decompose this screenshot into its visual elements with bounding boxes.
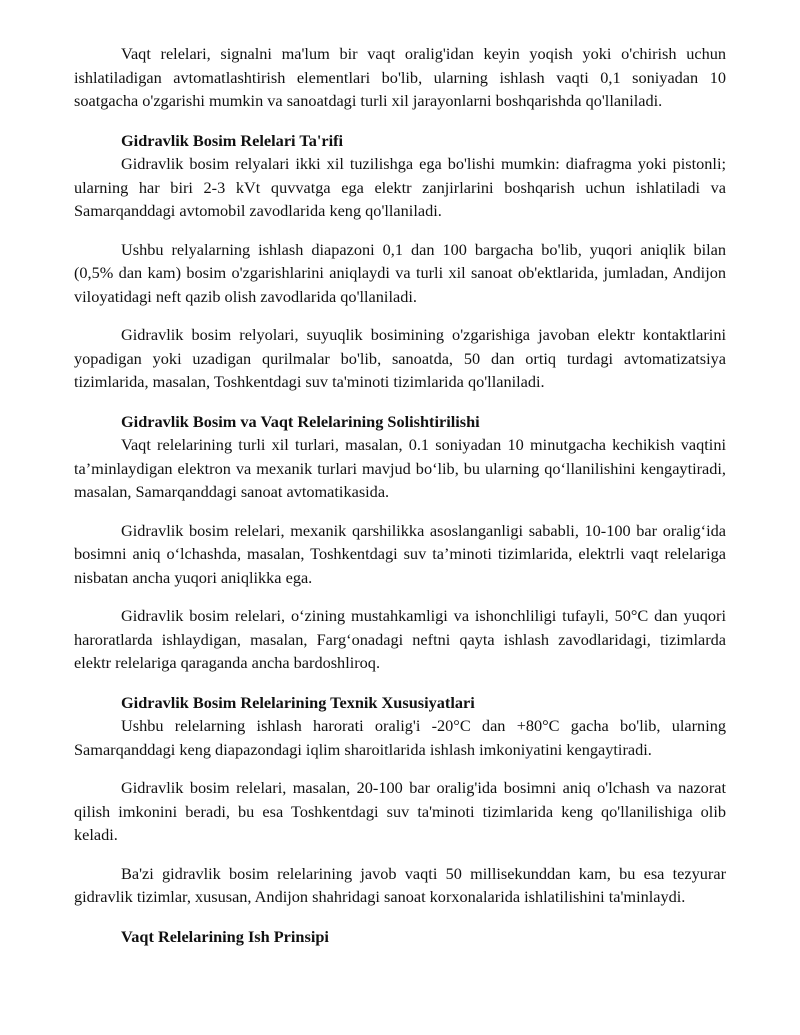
section-heading: Vaqt Relelarining Ish Prinsipi	[121, 926, 329, 946]
intro-paragraph: Vaqt relelari, signalni ma'lum bir vaqt oralig'idan keyin yoqish yoki o'chirish uchun ishlatiladigan avtomatlashtirish elementlari bo'lib, ularning ishlash vaqti 0,1 soniyadan 10 soatgacha o'zgarishi mumkin va sanoatdagi turli xil jarayonlarni boshqarishda qo'llaniladi.	[74, 44, 726, 110]
section-definition	[74, 129, 726, 394]
paragraph: Ba'zi gidravlik bosim relelarining javob vaqti 50 millisekunddan kam, bu esa tezyurar gidravlik tizimlar, xususan, Andijon shahridagi sanoat korxonalarida ishlatilishini ta'minlaydi.	[74, 863, 726, 906]
section-comparison	[74, 410, 726, 675]
paragraph: Gidravlik bosim relyolari, suyuqlik bosimining o'zgarishiga javoban elektr kontaktlarini yopadigan yoki uzadigan qurilmalar bo'lib, sanoatda, 50 dan ortiq turdagi avtomatizatsiya tizimlarida, masalan, Toshkentdagi suv ta'minoti tizimlarida qo'llaniladi.	[74, 325, 726, 391]
document-page	[74, 42, 726, 948]
paragraph: Gidravlik bosim relyalari ikki xil tuzilishga ega bo'lishi mumkin: diafragma yoki pistonli; ularning har biri 2-3 kVt quvvatga ega elektr zanjirlarini boshqarish uchun ishlatiladi va Samarqanddagi avtomobil zavodlarida keng qo'llaniladi.	[74, 154, 726, 220]
paragraph: Gidravlik bosim relelari, masalan, 20-100 bar oralig'ida bosimni aniq o'lchash va nazorat qilish imkonini beradi, bu esa Toshkentdagi suv ta'minoti tizimlarida keng qo'llanilishiga olib keladi.	[74, 778, 726, 844]
paragraph: Vaqt relelarining turli xil turlari, masalan, 0.1 soniyadan 10 minutgacha kechikish vaqtini ta’minlaydigan elektron va mexanik turlari mavjud bo‘lib, bu ularning qo‘llanilishini kengaytiradi, masalan, Samarqanddagi sanoat avtomatikasida.	[74, 435, 726, 501]
section-heading: Gidravlik Bosim va Vaqt Relelarining Solishtirilishi	[121, 411, 480, 431]
paragraph: Gidravlik bosim relelari, o‘zining mustahkamligi va ishonchliligi tufayli, 50°C dan yuqori haroratlarda ishlaydigan, masalan, Farg‘onadagi neftni qayta ishlash zavodlaridagi, tizimlarda elektr relelariga qaraganda ancha bardoshliroq.	[74, 606, 726, 672]
section-technical-specs	[74, 691, 726, 909]
section-heading: Gidravlik Bosim Relelari Ta'rifi	[121, 130, 344, 150]
section-heading: Gidravlik Bosim Relelarining Texnik Xususiyatlari	[121, 692, 475, 712]
paragraph: Ushbu relyalarning ishlash diapazoni 0,1 dan 100 bargacha bo'lib, yuqori aniqlik bilan (0,5% dan kam) bosim o'zgarishlarini aniqlaydi va turli xil sanoat ob'ektlarida, jumladan, Andijon viloyatidagi neft qazib olish zavodlarida qo'llaniladi.	[74, 239, 726, 306]
section-working-principle	[74, 925, 726, 949]
paragraph: Gidravlik bosim relelari, mexanik qarshilikka asoslanganligi sababli, 10-100 bar oralig‘ida bosimni aniq o‘lchashda, masalan, Toshkentdagi suv ta’minoti tizimlarida, elektrli vaqt relelariga nisbatan ancha yuqori aniqlikka ega.	[74, 520, 726, 587]
paragraph: Ushbu relelarning ishlash harorati oralig'i -20°C dan +80°C gacha bo'lib, ularning Samarqanddagi keng diapazondagi iqlim sharoitlarida ishlash imkoniyatini kengaytiradi.	[74, 716, 726, 759]
